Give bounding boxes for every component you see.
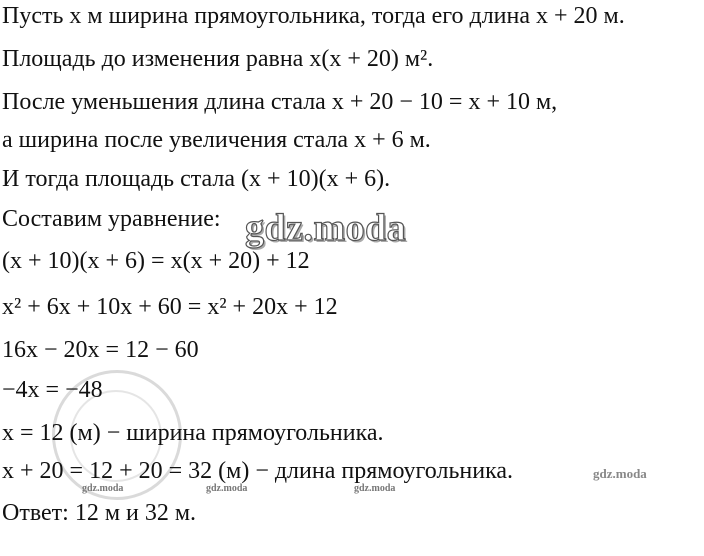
watermark-small-3: gdz.moda — [354, 483, 396, 494]
answer-line: Ответ: 12 м и 32 м. — [2, 500, 197, 526]
watermark-small-2: gdz.moda — [206, 483, 248, 494]
watermark-small-4: gdz.moda — [593, 466, 647, 481]
equation-line-1: (x + 10)(x + 6) = x(x + 20) + 12 — [2, 248, 310, 274]
result-length-line: x + 20 = 12 + 20 = 32 (м) − длина прямоугольника. — [2, 458, 514, 484]
solution-line-4: а ширина после увеличения стала x + 6 м. — [2, 127, 431, 153]
watermark-small-1: gdz.moda — [82, 483, 124, 494]
solution-line-5: И тогда площадь стала (x + 10)(x + 6). — [2, 166, 391, 192]
solution-line-2: Площадь до изменения равна x(x + 20) м². — [2, 46, 434, 72]
solution-line-6: Составим уравнение: — [2, 206, 221, 232]
solution-line-3: После уменьшения длина стала x + 20 − 10 = x + 10 м, — [2, 89, 558, 115]
equation-line-4: −4x = −48 — [2, 377, 103, 403]
watermark-main: gdz.moda — [245, 207, 407, 249]
result-width-line: x = 12 (м) − ширина прямоугольника. — [2, 420, 384, 446]
equation-line-2: x² + 6x + 10x + 60 = x² + 20x + 12 — [2, 294, 338, 320]
equation-line-3: 16x − 20x = 12 − 60 — [2, 337, 199, 363]
solution-line-1: Пусть x м ширина прямоугольника, тогда его длина x + 20 м. — [2, 3, 625, 29]
